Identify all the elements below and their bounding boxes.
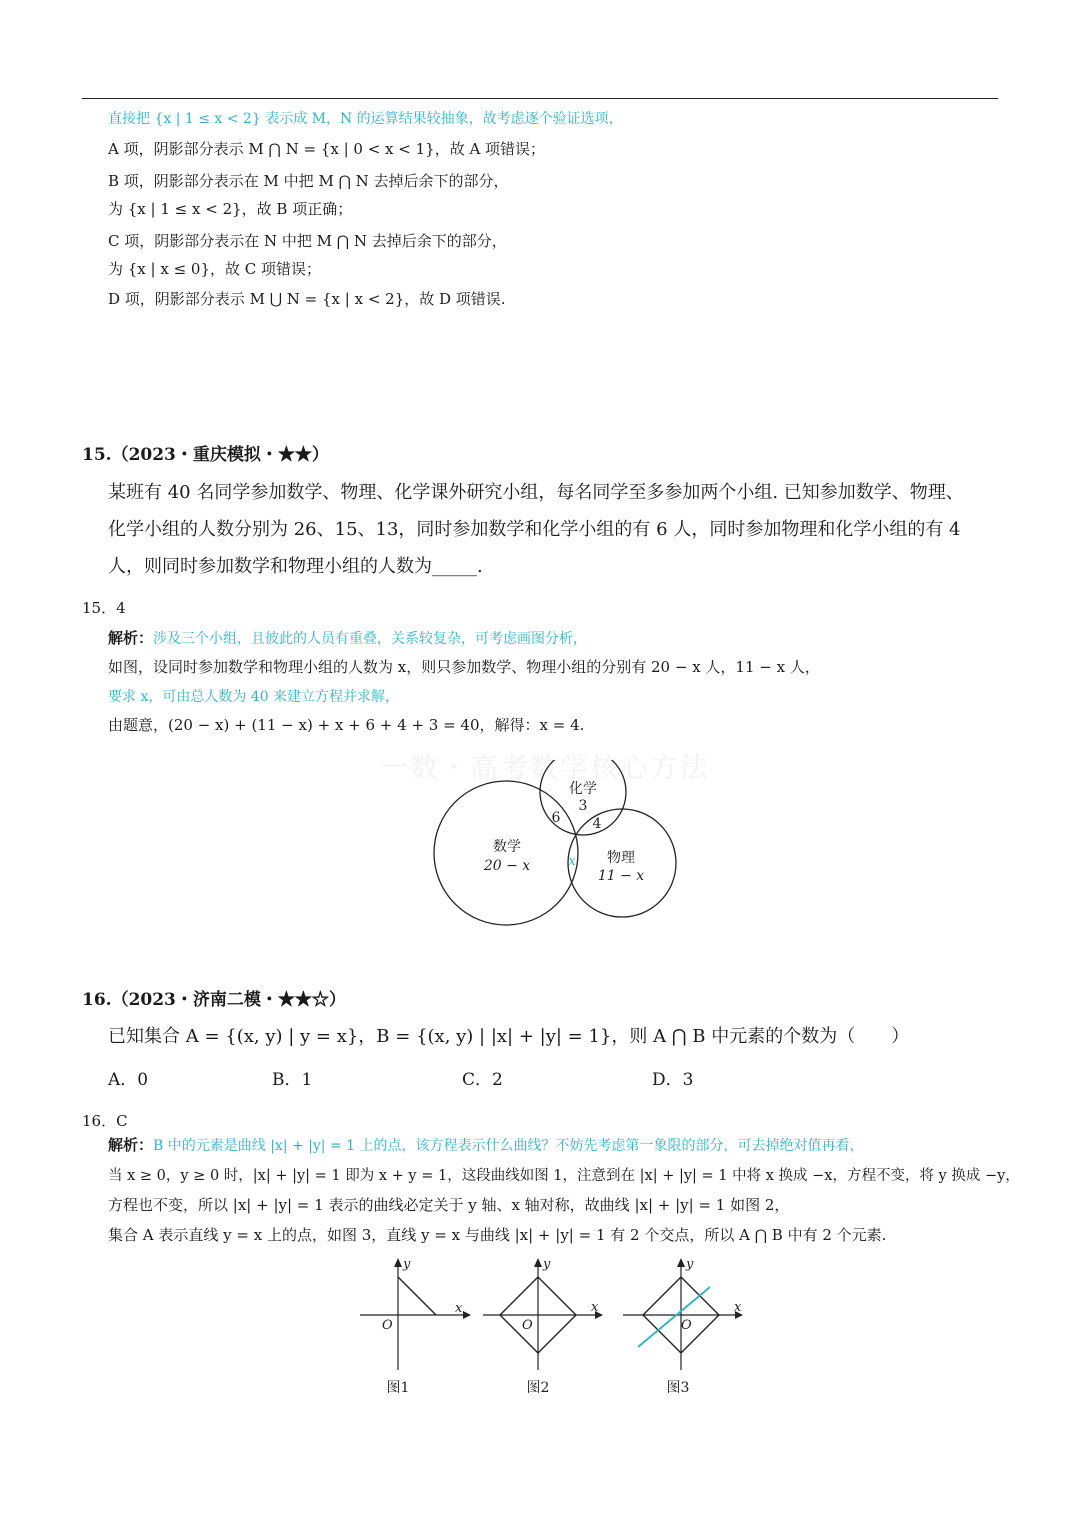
q14-line-b2: 为 {x | 1 ≤ x < 2}，故 B 项正确； [108, 200, 353, 218]
q15-text-3: 人，则同时参加数学和物理小组的人数为_____. [108, 556, 483, 577]
chem-value: 3 [578, 798, 588, 814]
q15-analysis [108, 627, 587, 648]
q16-line-1: 当 x ≥ 0，y ≥ 0 时，|x| + |y| = 1 即为 x + y = 1，这段曲线如图 1，注意到在 |x| + |y| = 1 中将 x 换成 −x，方程不变，将 y 换成 −y， [108, 1168, 1020, 1184]
q16-option-a: A．0 [108, 1070, 149, 1090]
venn-diagram [420, 760, 690, 940]
q14-line-c1: C 项，阴影部分表示在 N 中把 M ⋂ N 去掉后余下的部分， [108, 232, 507, 250]
phys-chem-value: 4 [592, 816, 602, 832]
q16-answer: 16．C [82, 1112, 128, 1130]
math-phys-value: x [568, 854, 576, 869]
y-arrow-icon [394, 1258, 402, 1267]
phys-label: 物理 [607, 850, 635, 866]
x-label: x [734, 1300, 742, 1315]
q14-line-c2: 为 {x | x ≤ 0}，故 C 项错误； [108, 260, 322, 278]
q16-option-b: B．1 [272, 1070, 313, 1090]
chem-label: 化学 [569, 781, 597, 797]
watermark: 一数・高考数学核心方法 [380, 751, 711, 784]
line-y-equals-x [638, 1287, 710, 1347]
q15-analysis-label: 解析： [108, 629, 154, 647]
y-label: y [403, 1257, 411, 1272]
q16-line-3: 集合 A 表示直线 y = x 上的点，如图 3，直线 y = x 与曲线 |x| + |y| = 1 有 2 个交点，所以 A ⋂ B 中有 2 个元素. [108, 1226, 887, 1244]
math-chem-value: 6 [551, 810, 561, 826]
q15-line-2: 由题意，(20 − x) + (11 − x) + x + 6 + 4 + 3 = 40，解得：x = 4. [108, 716, 585, 734]
caption-2: 图2 [526, 1380, 550, 1396]
q16-text: 已知集合 A = {(x, y) | y = x}，B = {(x, y) | |x| + |y| = 1}，则 A ⋂ B 中元素的个数为（ ） [108, 1026, 910, 1047]
q15-text-1: 某班有 40 名同学参加数学、物理、化学课外研究小组，每名同学至多参加两个小组. 已知参加数学、物理、 [108, 482, 964, 503]
origin-label: O [522, 1318, 533, 1333]
figure-1 [355, 1255, 475, 1405]
y-label: y [543, 1257, 551, 1272]
segment-x-plus-y [398, 1277, 436, 1315]
y-arrow-icon [534, 1258, 542, 1267]
q16-line-2: 方程也不变，所以 |x| + |y| = 1 表示的曲线必定关于 y 轴、x 轴对称，故曲线 |x| + |y| = 1 如图 2， [108, 1196, 790, 1214]
caption-1: 图1 [386, 1380, 410, 1396]
caption-3: 图3 [666, 1380, 690, 1396]
figure-2 [478, 1255, 608, 1405]
math-value: 20 − x [483, 858, 531, 874]
q15-analysis-hint: 涉及三个小组，且彼此的人员有重叠，关系较复杂，可考虑画图分析， [153, 631, 588, 647]
x-arrow-icon [463, 1311, 471, 1319]
q15-hint-2: 要求 x，可由总人数为 40 来建立方程并求解， [108, 689, 400, 705]
q16-analysis-label: 解析： [108, 1136, 154, 1154]
phys-value: 11 − x [597, 868, 645, 884]
math-label: 数学 [493, 839, 521, 855]
q16-header: 16.（2023・济南二模・★★☆） [82, 990, 346, 1010]
y-label: y [686, 1257, 694, 1272]
q16-analysis-hint: B 中的元素是曲线 |x| + |y| = 1 上的点，该方程表示什么曲线？不妨先考虑第一象限的部分，可去掉绝对值再看， [153, 1138, 864, 1154]
origin-label: O [382, 1318, 393, 1333]
q14-line-a: A 项，阴影部分表示 M ⋂ N = {x | 0 < x < 1}，故 A 项错误； [108, 140, 546, 158]
q15-header: 15.（2023・重庆模拟・★★） [82, 445, 329, 465]
q15-answer: 15．4 [82, 599, 126, 617]
origin-label: O [681, 1318, 692, 1333]
q16-option-c: C．2 [462, 1070, 503, 1090]
q15-line-1: 如图，设同时参加数学和物理小组的人数为 x，则只参加数学、物理小组的分别有 20 − x 人，11 − x 人， [108, 658, 820, 676]
y-arrow-icon [677, 1258, 685, 1267]
figure-3 [618, 1255, 753, 1405]
x-label: x [591, 1300, 599, 1315]
x-label: x [455, 1301, 463, 1316]
q16-option-d: D．3 [652, 1070, 694, 1090]
q14-line-b1: B 项，阴影部分表示在 M 中把 M ⋂ N 去掉后余下的部分， [108, 172, 509, 190]
top-divider [82, 98, 998, 99]
q14-hint: 直接把 {x | 1 ≤ x < 2} 表示成 M，N 的运算结果较抽象，故考虑逐个验证选项， [108, 111, 623, 127]
q16-analysis [108, 1134, 864, 1155]
q14-line-d: D 项，阴影部分表示 M ⋃ N = {x | x < 2}，故 D 项错误. [108, 290, 506, 308]
q15-text-2: 化学小组的人数分别为 26、15、13，同时参加数学和化学小组的有 6 人，同时参加物理和化学小组的有 4 [108, 519, 961, 540]
